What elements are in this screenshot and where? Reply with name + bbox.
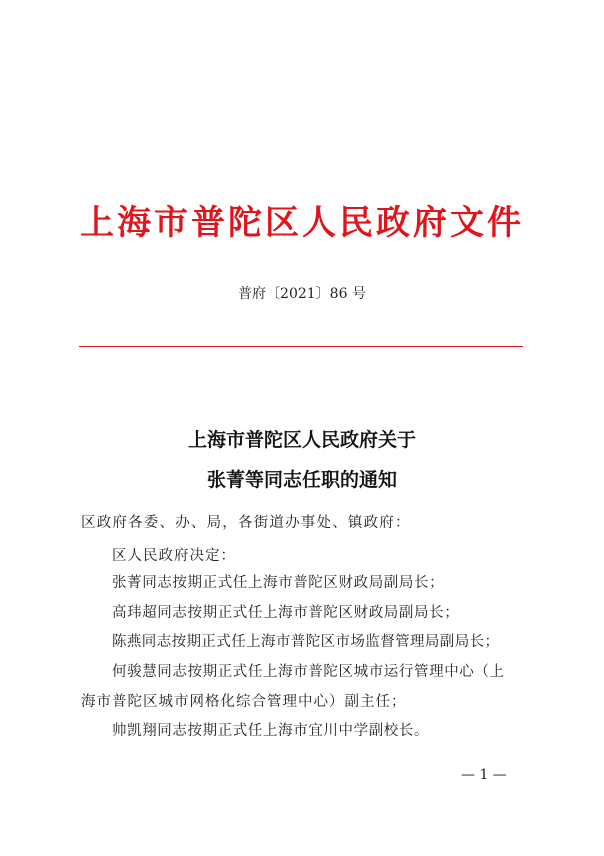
body-paragraph: 高玮超同志按期正式任上海市普陀区财政局副局长； bbox=[112, 605, 460, 621]
notice-title-line-1: 上海市普陀区人民政府关于 bbox=[187, 429, 416, 451]
body-paragraph: 陈燕同志按期正式任上海市普陀区市场监督管理局副局长； bbox=[112, 634, 500, 650]
body-paragraph: 张菁同志按期正式任上海市普陀区财政局副局长； bbox=[112, 575, 445, 591]
page-number: — 1 — bbox=[461, 767, 507, 783]
document-number: 普府〔2021〕86 号 bbox=[238, 286, 366, 302]
body-paragraph: 区人民政府决定： bbox=[112, 548, 236, 564]
notice-title-line-2: 张菁等同志任职的通知 bbox=[206, 469, 397, 491]
addressee: 区政府各委、办、局，各街道办事处、镇政府： bbox=[81, 515, 411, 531]
document-masthead: 上海市普陀区人民政府文件 bbox=[80, 203, 524, 243]
body-paragraph: 何骏慧同志按期正式任上海市普陀区城市运行管理中心（上 bbox=[112, 664, 505, 680]
red-divider-line bbox=[79, 346, 523, 347]
body-paragraph: 帅凯翔同志按期正式任上海市宜川中学副校长。 bbox=[112, 723, 430, 739]
body-paragraph-continuation: 海市普陀区城市网格化综合管理中心）副主任； bbox=[81, 694, 407, 710]
